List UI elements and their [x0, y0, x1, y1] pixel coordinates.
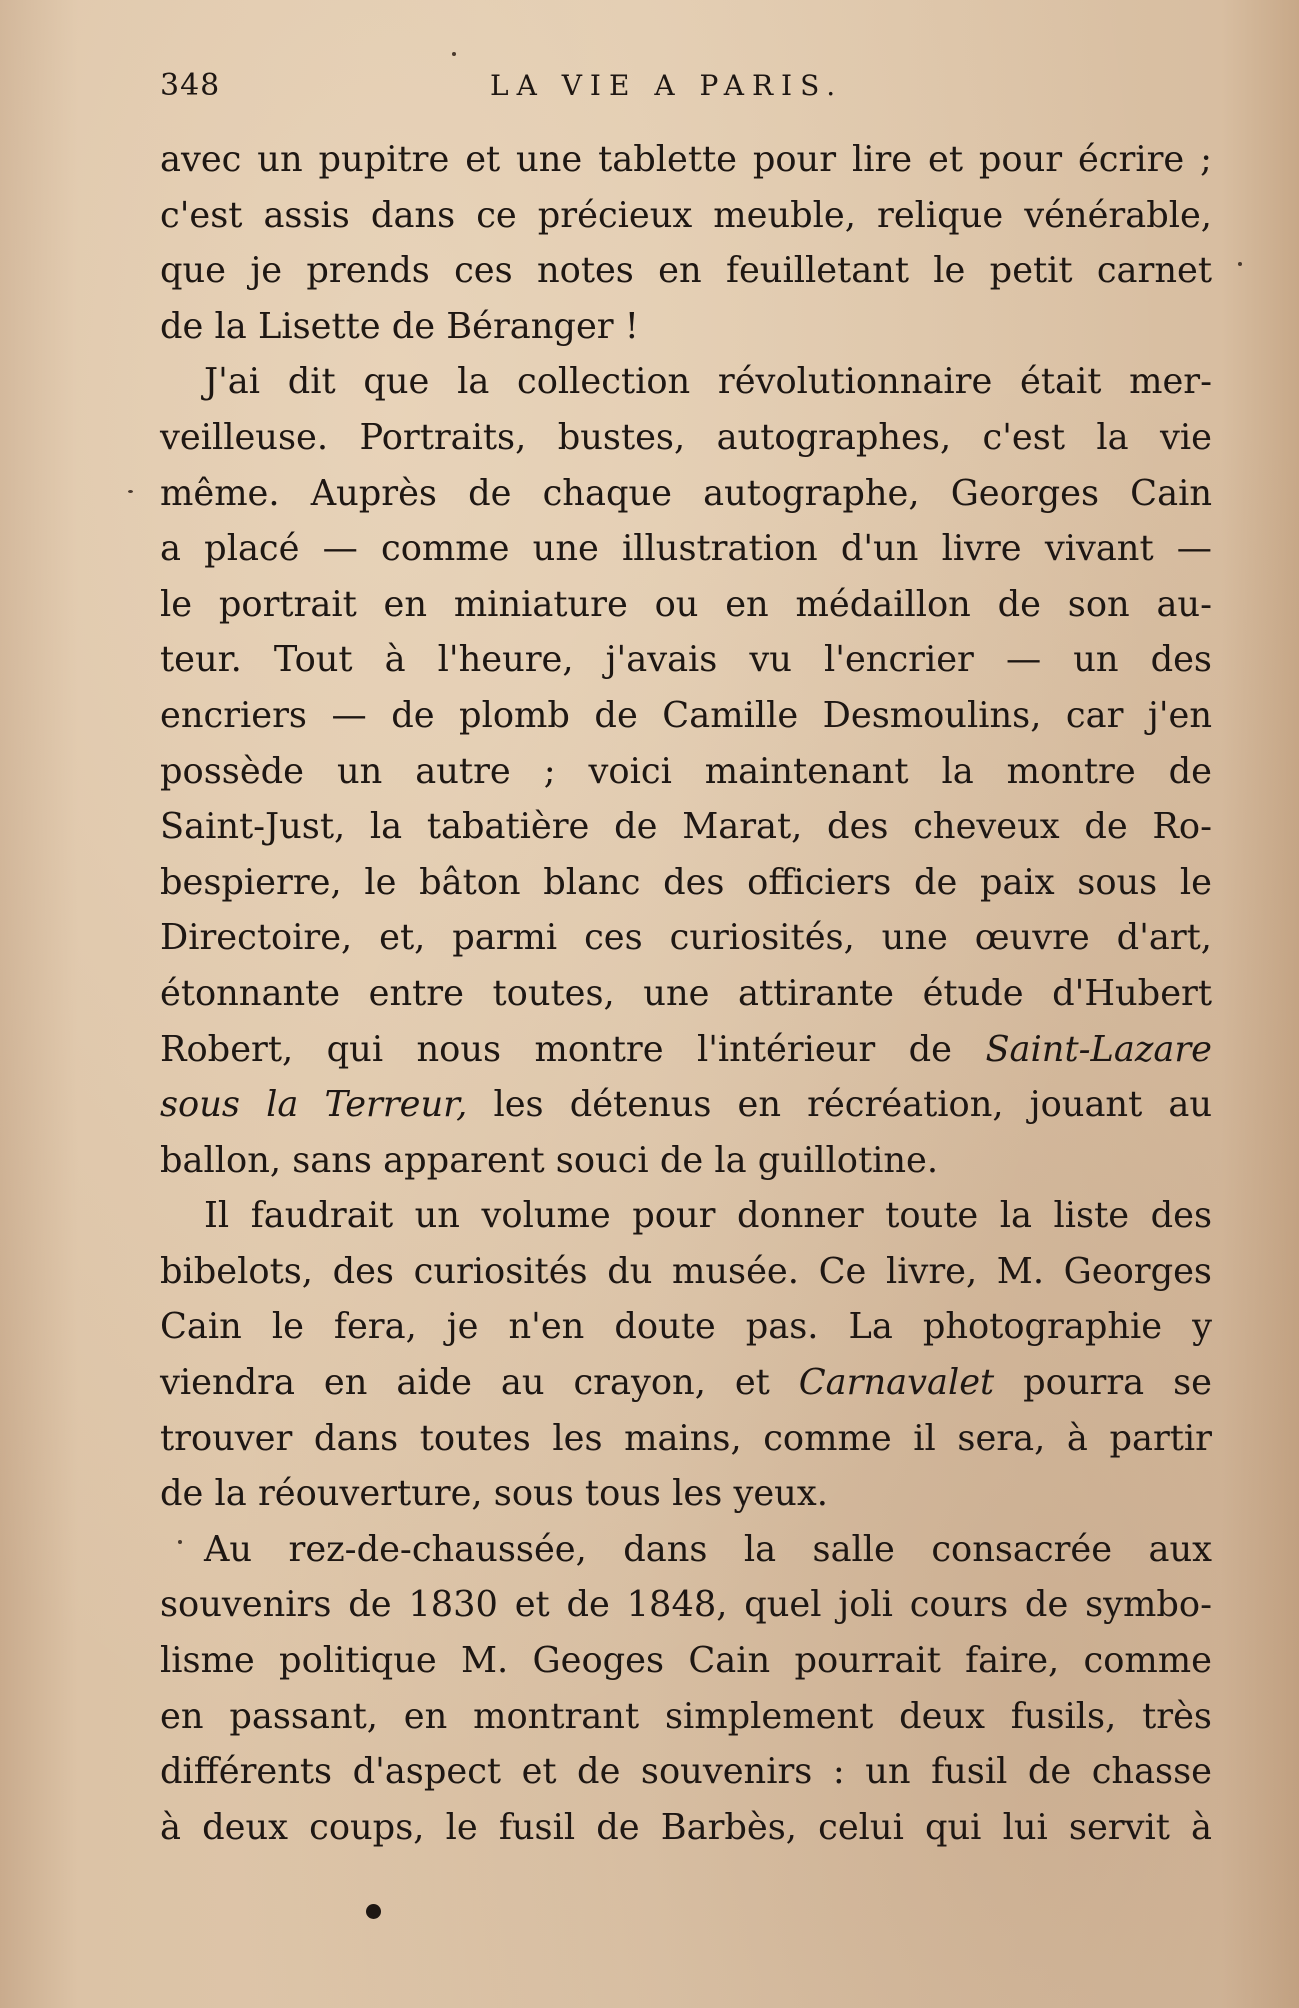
text-line: même. Auprès de chaque autographe, Georges Cain [160, 472, 1212, 514]
text-line: possède un autre ; voici maintenant la montre de [160, 750, 1212, 792]
text-line: teur. Tout à l'heure, j'avais vu l'encrier — un des [160, 639, 1212, 681]
text-line: souvenirs de 1830 et de 1848, quel joli cours de symbo- [160, 1584, 1212, 1626]
text-line: encriers — de plomb de Camille Desmoulins, car j'en [160, 694, 1212, 736]
text-line: Il faudrait un volume pour donner toute la liste des [204, 1195, 1212, 1237]
italic-title: Saint-Lazare [985, 1028, 1212, 1070]
text-line: différents d'aspect et de souvenirs : un fusil de chasse [160, 1751, 1212, 1793]
page-number: 348 [160, 68, 221, 103]
text-line: le portrait en miniature ou en médaillon de son au- [160, 583, 1212, 625]
text-line: avec un pupitre et une tablette pour lire et pour écrire ; [160, 139, 1212, 180]
text-line: bespierre, le bâton blanc des officiers de paix sous le [160, 861, 1212, 903]
ink-speck [178, 1540, 182, 1544]
ink-dot [366, 1904, 381, 1919]
text-line: en passant, en montrant simplement deux fusils, très [160, 1695, 1212, 1737]
text-line: à deux coups, le fusil de Barbès, celui qui lui servit à [160, 1806, 1212, 1848]
ink-speck [128, 490, 133, 493]
text-line [160, 1077, 1212, 1133]
text-line: ballon, sans apparent souci de la guillotine. [160, 1139, 939, 1181]
ink-speck [1238, 262, 1242, 266]
text-line: Saint-Just, la tabatière de Marat, des cheveux de Ro- [160, 806, 1212, 848]
text-line [160, 1022, 1212, 1078]
body-text [160, 132, 1212, 1855]
text-line: Directoire, et, parmi ces curiosités, une œuvre d'art, [160, 917, 1212, 959]
text-segment: pourra se [1023, 1362, 1212, 1404]
text-line: a placé — comme une illustration d'un livre vivant — [160, 528, 1212, 570]
text-line: J'ai dit que la collection révolutionnaire était mer- [204, 361, 1212, 403]
text-line: lisme politique M. Geoges Cain pourrait faire, comme [160, 1640, 1212, 1682]
text-line [160, 1355, 1212, 1411]
text-line: étonnante entre toutes, une attirante étude d'Hubert [160, 972, 1212, 1014]
text-line: c'est assis dans ce précieux meuble, relique vénérable, [160, 194, 1212, 236]
text-line: veilleuse. Portraits, bustes, autographes, c'est la vie [160, 416, 1212, 458]
text-line: que je prends ces notes en feuilletant le petit carnet [160, 250, 1212, 292]
italic-title: Carnavalet [798, 1362, 995, 1404]
text-line: de la Lisette de Béranger ! [160, 305, 639, 347]
italic-title: sous la Terreur, [160, 1084, 468, 1126]
text-line: bibelots, des curiosités du musée. Ce livre, M. Georges [160, 1250, 1212, 1292]
text-line: trouver dans toutes les mains, comme il sera, à partir [160, 1417, 1212, 1459]
text-line: Au rez-de-chaussée, dans la salle consacrée aux [204, 1528, 1212, 1570]
text-line: de la réouverture, sous tous les yeux. [160, 1473, 828, 1515]
text-segment: les détenus en récréation, jouant au [493, 1084, 1212, 1126]
text-line: Cain le fera, je n'en doute pas. La photographie y [160, 1306, 1212, 1348]
ink-speck [452, 52, 456, 56]
page-header [160, 64, 1210, 108]
running-title: LA VIE A PARIS. [490, 69, 844, 102]
text-segment: viendra en aide au crayon, et [160, 1362, 770, 1404]
text-segment: Robert, qui nous montre l'intérieur de [160, 1028, 952, 1070]
